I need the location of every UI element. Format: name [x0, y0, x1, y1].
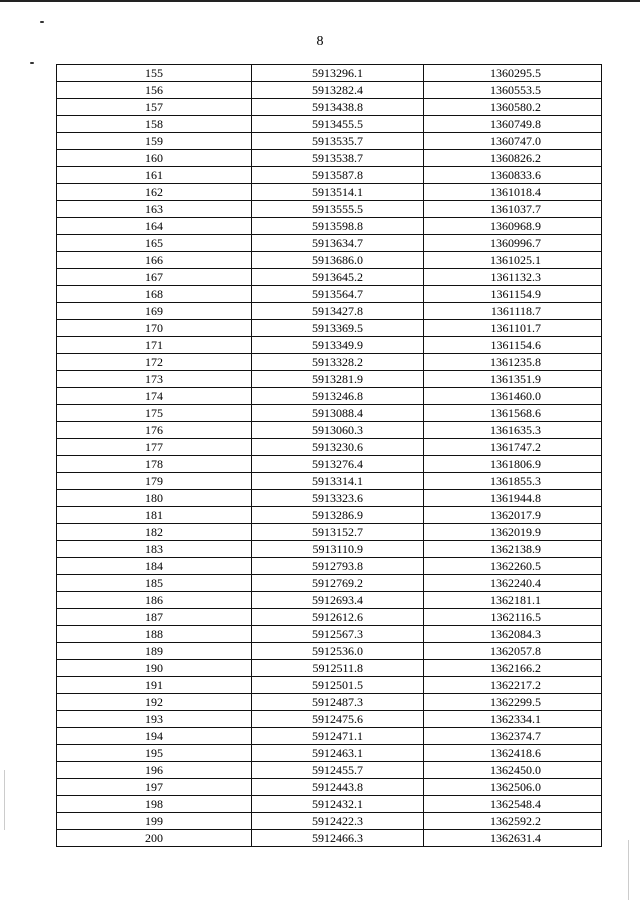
- point-number-cell: 160: [57, 150, 252, 167]
- table-row: [57, 303, 602, 320]
- y-coordinate-cell: 1361635.3: [424, 422, 602, 439]
- point-number-cell: 184: [57, 558, 252, 575]
- x-coordinate-cell: 5913328.2: [252, 354, 424, 371]
- y-coordinate-cell: 1361944.8: [424, 490, 602, 507]
- table-row: [57, 337, 602, 354]
- y-coordinate-cell: 1361855.3: [424, 473, 602, 490]
- point-number-cell: 195: [57, 745, 252, 762]
- x-coordinate-cell: 5913281.9: [252, 371, 424, 388]
- point-number-cell: 168: [57, 286, 252, 303]
- table-row: [57, 133, 602, 150]
- x-coordinate-cell: 5912471.1: [252, 728, 424, 745]
- table-row: [57, 286, 602, 303]
- y-coordinate-cell: 1362138.9: [424, 541, 602, 558]
- point-number-cell: 182: [57, 524, 252, 541]
- x-coordinate-cell: 5913438.8: [252, 99, 424, 116]
- point-number-cell: 159: [57, 133, 252, 150]
- table-row: [57, 813, 602, 830]
- y-coordinate-cell: 1362260.5: [424, 558, 602, 575]
- point-number-cell: 165: [57, 235, 252, 252]
- x-coordinate-cell: 5912769.2: [252, 575, 424, 592]
- scan-top-rule: [0, 0, 640, 2]
- y-coordinate-cell: 1362334.1: [424, 711, 602, 728]
- point-number-cell: 192: [57, 694, 252, 711]
- point-number-cell: 193: [57, 711, 252, 728]
- point-number-cell: 196: [57, 762, 252, 779]
- y-coordinate-cell: 1362217.2: [424, 677, 602, 694]
- table-row: [57, 558, 602, 575]
- x-coordinate-cell: 5912567.3: [252, 626, 424, 643]
- scan-edge-line: [4, 770, 5, 830]
- point-number-cell: 162: [57, 184, 252, 201]
- x-coordinate-cell: 5913296.1: [252, 65, 424, 82]
- x-coordinate-cell: 5912475.6: [252, 711, 424, 728]
- table-row: [57, 65, 602, 82]
- x-coordinate-cell: 5912432.1: [252, 796, 424, 813]
- table-row: [57, 252, 602, 269]
- x-coordinate-cell: 5913535.7: [252, 133, 424, 150]
- table-row: [57, 116, 602, 133]
- scan-edge-line: [628, 840, 629, 900]
- table-row: [57, 745, 602, 762]
- table-row: [57, 82, 602, 99]
- table-row: [57, 201, 602, 218]
- y-coordinate-cell: 1362017.9: [424, 507, 602, 524]
- y-coordinate-cell: 1362240.4: [424, 575, 602, 592]
- point-number-cell: 175: [57, 405, 252, 422]
- table-row: [57, 150, 602, 167]
- table-row: [57, 99, 602, 116]
- table-row: [57, 592, 602, 609]
- y-coordinate-cell: 1361018.4: [424, 184, 602, 201]
- table-row: [57, 575, 602, 592]
- scan-speck: [30, 62, 34, 64]
- table-row: [57, 626, 602, 643]
- x-coordinate-cell: 5913152.7: [252, 524, 424, 541]
- y-coordinate-cell: 1361154.9: [424, 286, 602, 303]
- y-coordinate-cell: 1360749.8: [424, 116, 602, 133]
- y-coordinate-cell: 1362548.4: [424, 796, 602, 813]
- point-number-cell: 198: [57, 796, 252, 813]
- x-coordinate-cell: 5913455.5: [252, 116, 424, 133]
- y-coordinate-cell: 1362084.3: [424, 626, 602, 643]
- point-number-cell: 180: [57, 490, 252, 507]
- x-coordinate-cell: 5913598.8: [252, 218, 424, 235]
- x-coordinate-cell: 5912455.7: [252, 762, 424, 779]
- point-number-cell: 178: [57, 456, 252, 473]
- point-number-cell: 190: [57, 660, 252, 677]
- table-row: [57, 184, 602, 201]
- y-coordinate-cell: 1362450.0: [424, 762, 602, 779]
- point-number-cell: 163: [57, 201, 252, 218]
- y-coordinate-cell: 1361351.9: [424, 371, 602, 388]
- point-number-cell: 170: [57, 320, 252, 337]
- point-number-cell: 186: [57, 592, 252, 609]
- point-number-cell: 155: [57, 65, 252, 82]
- point-number-cell: 200: [57, 830, 252, 847]
- y-coordinate-cell: 1361235.8: [424, 354, 602, 371]
- x-coordinate-cell: 5913060.3: [252, 422, 424, 439]
- point-number-cell: 173: [57, 371, 252, 388]
- table-row: [57, 643, 602, 660]
- x-coordinate-cell: 5913110.9: [252, 541, 424, 558]
- y-coordinate-cell: 1361132.3: [424, 269, 602, 286]
- x-coordinate-cell: 5913369.5: [252, 320, 424, 337]
- table-row: [57, 507, 602, 524]
- x-coordinate-cell: 5912693.4: [252, 592, 424, 609]
- point-number-cell: 169: [57, 303, 252, 320]
- point-number-cell: 166: [57, 252, 252, 269]
- point-number-cell: 156: [57, 82, 252, 99]
- point-number-cell: 179: [57, 473, 252, 490]
- x-coordinate-cell: 5913323.6: [252, 490, 424, 507]
- point-number-cell: 185: [57, 575, 252, 592]
- y-coordinate-cell: 1360580.2: [424, 99, 602, 116]
- point-number-cell: 191: [57, 677, 252, 694]
- table-row: [57, 524, 602, 541]
- y-coordinate-cell: 1360996.7: [424, 235, 602, 252]
- point-number-cell: 183: [57, 541, 252, 558]
- y-coordinate-cell: 1362181.1: [424, 592, 602, 609]
- y-coordinate-cell: 1361460.0: [424, 388, 602, 405]
- y-coordinate-cell: 1362592.2: [424, 813, 602, 830]
- y-coordinate-cell: 1362374.7: [424, 728, 602, 745]
- scan-speck: [40, 21, 44, 23]
- table-row: [57, 235, 602, 252]
- table-row: [57, 609, 602, 626]
- table-row: [57, 694, 602, 711]
- y-coordinate-cell: 1360553.5: [424, 82, 602, 99]
- y-coordinate-cell: 1361568.6: [424, 405, 602, 422]
- table-row: [57, 796, 602, 813]
- y-coordinate-cell: 1361154.6: [424, 337, 602, 354]
- x-coordinate-cell: 5913645.2: [252, 269, 424, 286]
- point-number-cell: 181: [57, 507, 252, 524]
- x-coordinate-cell: 5913286.9: [252, 507, 424, 524]
- y-coordinate-cell: 1361747.2: [424, 439, 602, 456]
- page-number: 8: [316, 34, 324, 49]
- x-coordinate-cell: 5912536.0: [252, 643, 424, 660]
- x-coordinate-cell: 5912443.8: [252, 779, 424, 796]
- table-row: [57, 830, 602, 847]
- y-coordinate-cell: 1362418.6: [424, 745, 602, 762]
- point-number-cell: 164: [57, 218, 252, 235]
- point-number-cell: 199: [57, 813, 252, 830]
- point-number-cell: 174: [57, 388, 252, 405]
- x-coordinate-cell: 5912612.6: [252, 609, 424, 626]
- x-coordinate-cell: 5913514.1: [252, 184, 424, 201]
- y-coordinate-cell: 1362631.4: [424, 830, 602, 847]
- point-number-cell: 187: [57, 609, 252, 626]
- x-coordinate-cell: 5913686.0: [252, 252, 424, 269]
- table-row: [57, 711, 602, 728]
- y-coordinate-cell: 1360295.5: [424, 65, 602, 82]
- x-coordinate-cell: 5912793.8: [252, 558, 424, 575]
- table-row: [57, 490, 602, 507]
- x-coordinate-cell: 5912422.3: [252, 813, 424, 830]
- y-coordinate-cell: 1361037.7: [424, 201, 602, 218]
- y-coordinate-cell: 1362506.0: [424, 779, 602, 796]
- table-row: [57, 677, 602, 694]
- point-number-cell: 172: [57, 354, 252, 371]
- point-number-cell: 188: [57, 626, 252, 643]
- point-number-cell: 171: [57, 337, 252, 354]
- x-coordinate-cell: 5912501.5: [252, 677, 424, 694]
- x-coordinate-cell: 5913314.1: [252, 473, 424, 490]
- table-row: [57, 388, 602, 405]
- table-row: [57, 218, 602, 235]
- x-coordinate-cell: 5913427.8: [252, 303, 424, 320]
- y-coordinate-cell: 1360833.6: [424, 167, 602, 184]
- y-coordinate-cell: 1361101.7: [424, 320, 602, 337]
- x-coordinate-cell: 5913587.8: [252, 167, 424, 184]
- x-coordinate-cell: 5912463.1: [252, 745, 424, 762]
- y-coordinate-cell: 1362299.5: [424, 694, 602, 711]
- y-coordinate-cell: 1362057.8: [424, 643, 602, 660]
- table-row: [57, 779, 602, 796]
- table-row: [57, 473, 602, 490]
- table-row: [57, 269, 602, 286]
- table-row: [57, 405, 602, 422]
- x-coordinate-cell: 5913564.7: [252, 286, 424, 303]
- table-row: [57, 541, 602, 558]
- y-coordinate-cell: 1360968.9: [424, 218, 602, 235]
- table-row: [57, 320, 602, 337]
- x-coordinate-cell: 5913088.4: [252, 405, 424, 422]
- coordinates-table: [56, 64, 602, 847]
- y-coordinate-cell: 1360747.0: [424, 133, 602, 150]
- point-number-cell: 177: [57, 439, 252, 456]
- x-coordinate-cell: 5912466.3: [252, 830, 424, 847]
- y-coordinate-cell: 1362166.2: [424, 660, 602, 677]
- x-coordinate-cell: 5912487.3: [252, 694, 424, 711]
- point-number-cell: 194: [57, 728, 252, 745]
- y-coordinate-cell: 1360826.2: [424, 150, 602, 167]
- y-coordinate-cell: 1362116.5: [424, 609, 602, 626]
- x-coordinate-cell: 5913634.7: [252, 235, 424, 252]
- x-coordinate-cell: 5913276.4: [252, 456, 424, 473]
- y-coordinate-cell: 1361806.9: [424, 456, 602, 473]
- table-row: [57, 728, 602, 745]
- point-number-cell: 167: [57, 269, 252, 286]
- table-row: [57, 354, 602, 371]
- table-row: [57, 439, 602, 456]
- table-row: [57, 456, 602, 473]
- point-number-cell: 176: [57, 422, 252, 439]
- x-coordinate-cell: 5913282.4: [252, 82, 424, 99]
- x-coordinate-cell: 5913555.5: [252, 201, 424, 218]
- table-row: [57, 422, 602, 439]
- point-number-cell: 197: [57, 779, 252, 796]
- x-coordinate-cell: 5913538.7: [252, 150, 424, 167]
- x-coordinate-cell: 5913349.9: [252, 337, 424, 354]
- table-row: [57, 167, 602, 184]
- x-coordinate-cell: 5913246.8: [252, 388, 424, 405]
- coordinates-table-body: [57, 65, 602, 847]
- y-coordinate-cell: 1361118.7: [424, 303, 602, 320]
- point-number-cell: 189: [57, 643, 252, 660]
- point-number-cell: 157: [57, 99, 252, 116]
- x-coordinate-cell: 5913230.6: [252, 439, 424, 456]
- point-number-cell: 161: [57, 167, 252, 184]
- y-coordinate-cell: 1362019.9: [424, 524, 602, 541]
- table-row: [57, 762, 602, 779]
- table-row: [57, 371, 602, 388]
- y-coordinate-cell: 1361025.1: [424, 252, 602, 269]
- point-number-cell: 158: [57, 116, 252, 133]
- x-coordinate-cell: 5912511.8: [252, 660, 424, 677]
- table-row: [57, 660, 602, 677]
